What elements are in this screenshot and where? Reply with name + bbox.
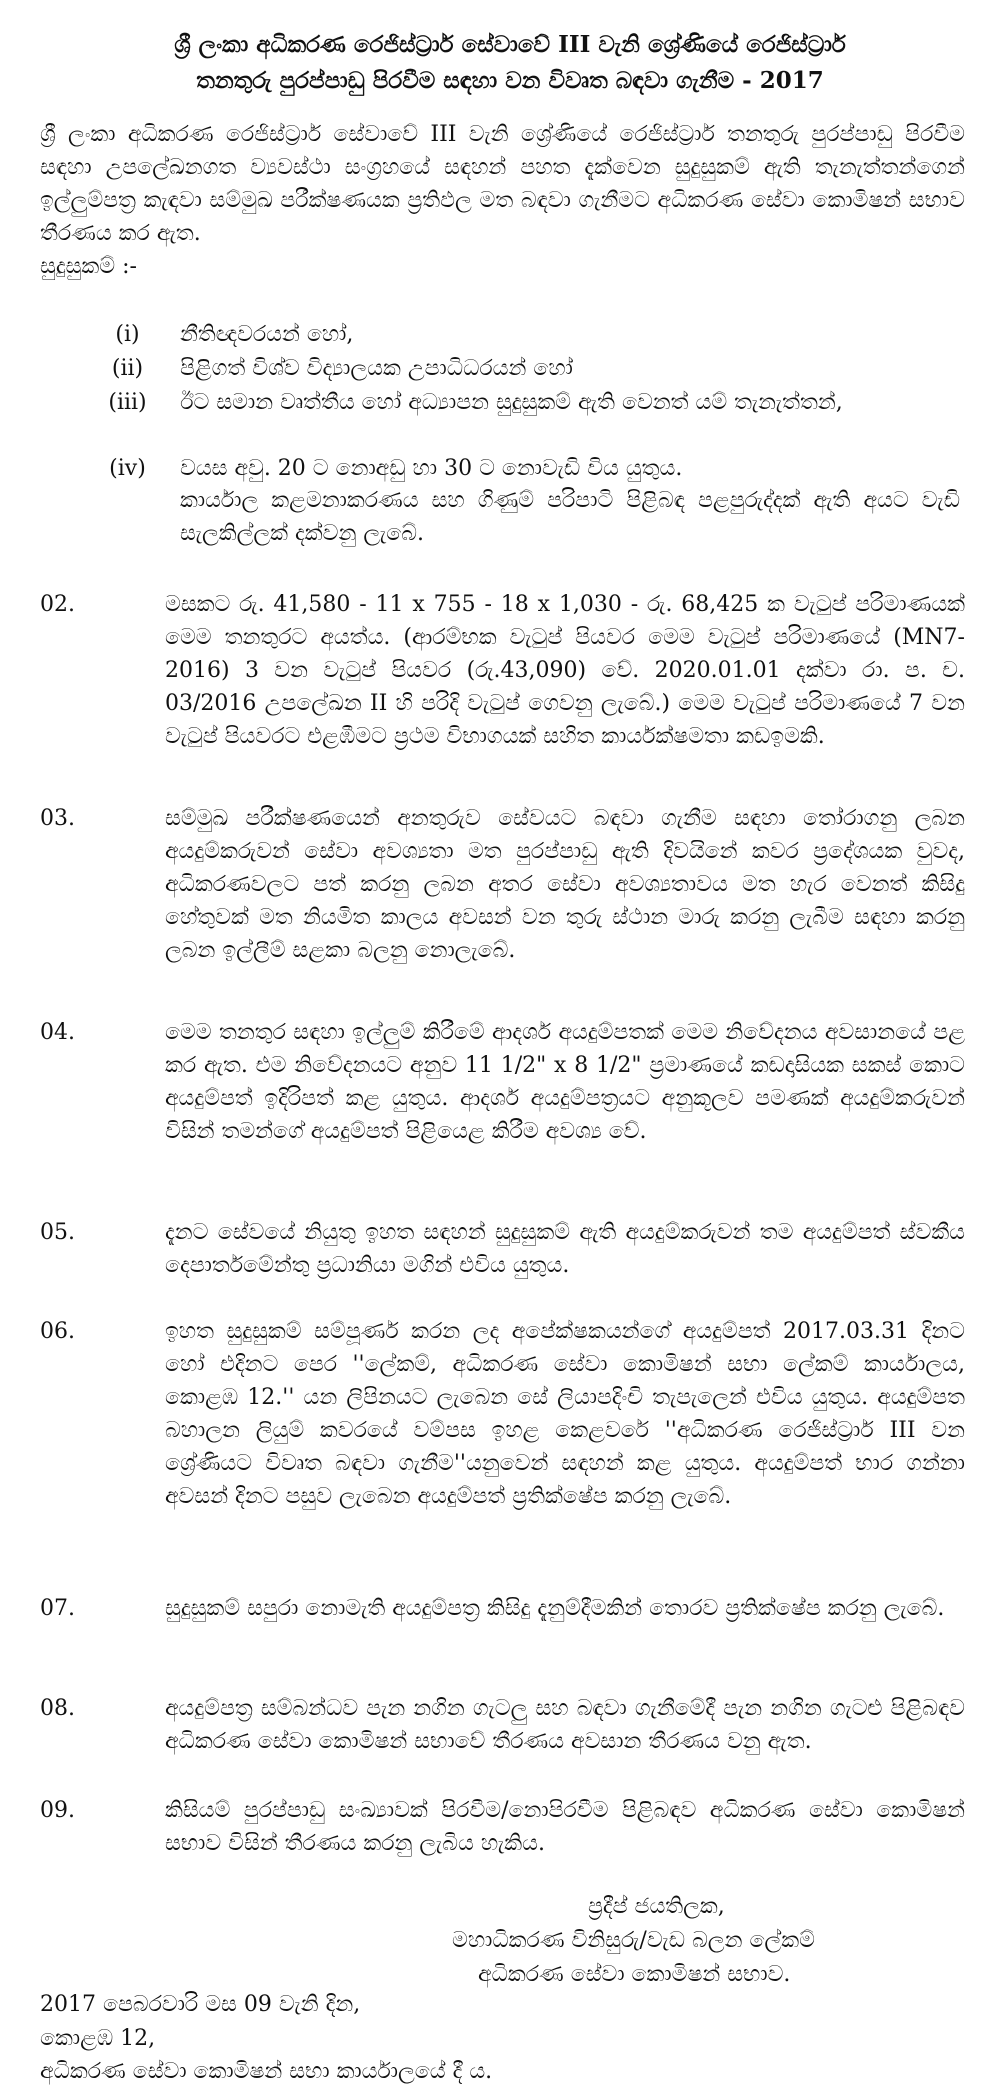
section-number: 09.	[40, 1798, 75, 1823]
section-text: සම්මුඛ පරීක්ෂණයෙන් අනතුරුව සේවයට බඳවා ගැනීම සඳහා තෝරාගනු ලබන අයදුම්කරුවන් සේවා අවශ්‍යතා මත පුරප්පාඩු ඇති දිවයිනේ කවර ප්‍රදේශයක වුවද, අධිකරණවලට පත් කරනු ලබන අතර සේවා අවශ්‍යතාවය මත හැර වෙනත් කිසිදු හේතුවක් මත නියමිත කාලය අවසන් වන තුරු ස්ථාන මාරු කරනු ලැබීම සඳහා කරනු ලබන ඉල්ලීම් සළකා බලනු නොලැබේ.	[165, 806, 965, 963]
qualification-note: කාර්යාල කළමනාකරණය සහ ගිණුම් පරිපාටි පිළිබඳ පළපුරුද්දක් ඇති අයට වැඩි සැලකිල්ලක් දක්වනු ලැබේ.	[180, 488, 960, 546]
qualification-text: පිළිගත් විශ්ව විද්‍යාලයක උපාධිධරයන් හෝ	[180, 356, 573, 381]
document-title-line-2: තනතුරු පුරප්පාඩු පිරවීම සඳහා වන විවෘත බඳවා ගැනීම - 2017	[196, 67, 824, 94]
qualification-number: (iv)	[109, 456, 146, 481]
signatory-name: ප්‍රදීප් ජයතිලක,	[588, 1894, 725, 1919]
section-number: 06.	[40, 1319, 75, 1344]
qualification-number: (iii)	[108, 390, 147, 415]
issue-date: 2017 පෙබරවාරි මස 09 වැනි දින,	[40, 1992, 361, 2017]
section-text: අයදුම්පත්‍ර සම්බන්ධව පැන නගින ගැටලු සහ බඳවා ගැනීමේදී පැන නගින ගැටළු පිළිබඳව අධිකරණ සේවා කොමිෂන් සභාවේ තීරණය අවසාන තීරණය වනු ඇත.	[165, 1696, 965, 1754]
section-number: 07.	[40, 1596, 75, 1621]
qualification-text: වයස අවු. 20 ට නොඅඩු හා 30 ට නොවැඩි විය යුතුය.	[180, 456, 683, 481]
qualification-text: නීතිඥවරයන් හෝ,	[180, 322, 354, 347]
section-text: ඉහත සුදුසුකම් සම්පූර්ණ කරන ලද අපේක්ෂකයන්ගේ අයදුම්පත් 2017.03.31 දිනට හෝ එදිනට පෙර ''ලේකම්, අධිකරණ සේවා කොමිෂන් සභා ලේකම් කාර්යාලය, කොළඹ 12.'' යන ලිපිනයට ලැබෙන සේ ලියාපදිංචි තැපැලෙන් එවිය යුතුය. අයදුම්පත බහාලන ලියුම් කවරයේ වම්පස ඉහළ කෙළවරේ ''අධිකරණ රෙජිස්ට්‍රාර් III වන ශ්‍රේණියට විවෘත බඳවා ගැනීම''යනුවෙන් සඳහන් කළ යුතුය. අයදුම්පත් භාර ගන්නා අවසන් දිනට පසුව ලැබෙන අයදුම්පත් ප්‍රතික්ෂේප කරනු ලැබේ.	[165, 1319, 965, 1509]
section-number: 04.	[40, 1020, 75, 1045]
section-text: මසකට රු. 41,580 - 11 x 755 - 18 x 1,030 - රු. 68,425 ක වැටුප් පරිමාණයක් මෙම තනතුරට අයත්ය. (ආරම්භක වැටුප් පියවර මෙම වැටුප් පරිමාණයේ (MN7-2016) 3 වන වැටුප් පියවර (රු.43,090) වේ. 2020.01.01 දක්වා රා. ප. ච. 03/2016 උපලේඛන II හි පරිදි වැටුප් ගෙවනු ලැබේ.) මෙම වැටුප් පරිමාණයේ 7 වන වැටුප් පියවරට එළඹීමට ප්‍රථම විභාගයක් සහිත කාර්යක්ෂමතා කඩඉමකි.	[165, 592, 965, 749]
section-number: 05.	[40, 1220, 75, 1245]
document-title-line-1: ශ්‍රී ලංකා අධිකරණ රෙජිස්ට්‍රාර් සේවාවේ III වැනි ශ්‍රේණියේ රෙජිස්ට්‍රාර්	[174, 31, 846, 58]
section-number: 02.	[40, 592, 75, 617]
signatory-designation: මහාධිකරණ විනිසුරු/වැඩ බලන ලේකම්	[452, 1928, 815, 1953]
section-number: 03.	[40, 806, 75, 831]
qualifications-label: සුදුසුකම් :-	[40, 254, 137, 279]
section-text: සුදුසුකම් සපුරා නොමැති අයදුම්පත්‍ර කිසිදු දැනුම්දීමකින් තොරව ප්‍රතික්ෂේප කරනු ලැබේ.	[165, 1596, 945, 1621]
section-number: 08.	[40, 1696, 75, 1721]
section-text: දැනට සේවයේ නියුතු ඉහත සඳහන් සුදුසුකම් ඇති අයදුම්කරුවන් තම අයදුම්පත් ස්වකීය දෙපාර්තමේන්තු ප්‍රධානියා මගින් එවිය යුතුය.	[165, 1220, 965, 1278]
signatory-office: අධිකරණ සේවා කොමිෂන් සභාව.	[478, 1962, 791, 1987]
qualification-number: (ii)	[111, 356, 144, 381]
intro-paragraph: ශ්‍රී ලංකා අධිකරණ රෙජිස්ට්‍රාර් සේවාවේ III වැනි ශ්‍රේණියේ රෙජිස්ට්‍රාර් තනතුරු පුරප්පාඩු පිරවීම සඳහා උපලේඛනගත ව්‍යවස්ථා සංග්‍රහයේ සඳහන් පහත දැක්වෙන සුදුසුකම් ඇති තැනැත්තන්ගෙන් ඉල්ලුම්පත්‍ර කැඳවා සම්මුඛ පරීක්ෂණයක ප්‍රතිඵල මත බඳවා ගැනීමට අධිකරණ සේවා කොමිෂන් සභාව තීරණය කර ඇත.	[40, 122, 965, 246]
qualification-number: (i)	[115, 322, 140, 347]
section-text: මෙම තනතුර සඳහා ඉල්ලුම් කිරීමේ ආදර්ශ අයදුම්පතක් මෙම නිවේදනය අවසානයේ පළ කර ඇත. එම නිවේදනයට අනුව 11 1/2" x 8 1/2" ප්‍රමාණයේ කඩදාසියක සකස් කොට අයදුම්පත් ඉදිරිපත් කළ යුතුය. ආදර්ශ අයදුම්පත්‍රයට අනුකූලව පමණක් අයදුම්කරුවන් විසින් තමන්ගේ අයදුම්පත් පිළියෙළ කිරීම අවශ්‍ය වේ.	[165, 1020, 965, 1144]
qualification-text: ඊට සමාන වෘත්තීය හෝ අධ්‍යාපන සුදුසුකම් ඇති වෙනත් යම් තැනැත්තන්,	[180, 390, 843, 415]
section-text: කිසියම් පුරප්පාඩු සංඛ්‍යාවක් පිරවීම/නොපිරවීම පිළිබඳව අධිකරණ සේවා කොමිෂන් සභාව විසින් තීරණය කරනු ලැබිය හැකිය.	[165, 1798, 965, 1856]
issue-place: අධිකරණ සේවා කොමිෂන් සභා කාර්යාලයේ දී ය.	[40, 2059, 493, 2084]
issue-city: කොළඹ 12,	[40, 2026, 156, 2051]
